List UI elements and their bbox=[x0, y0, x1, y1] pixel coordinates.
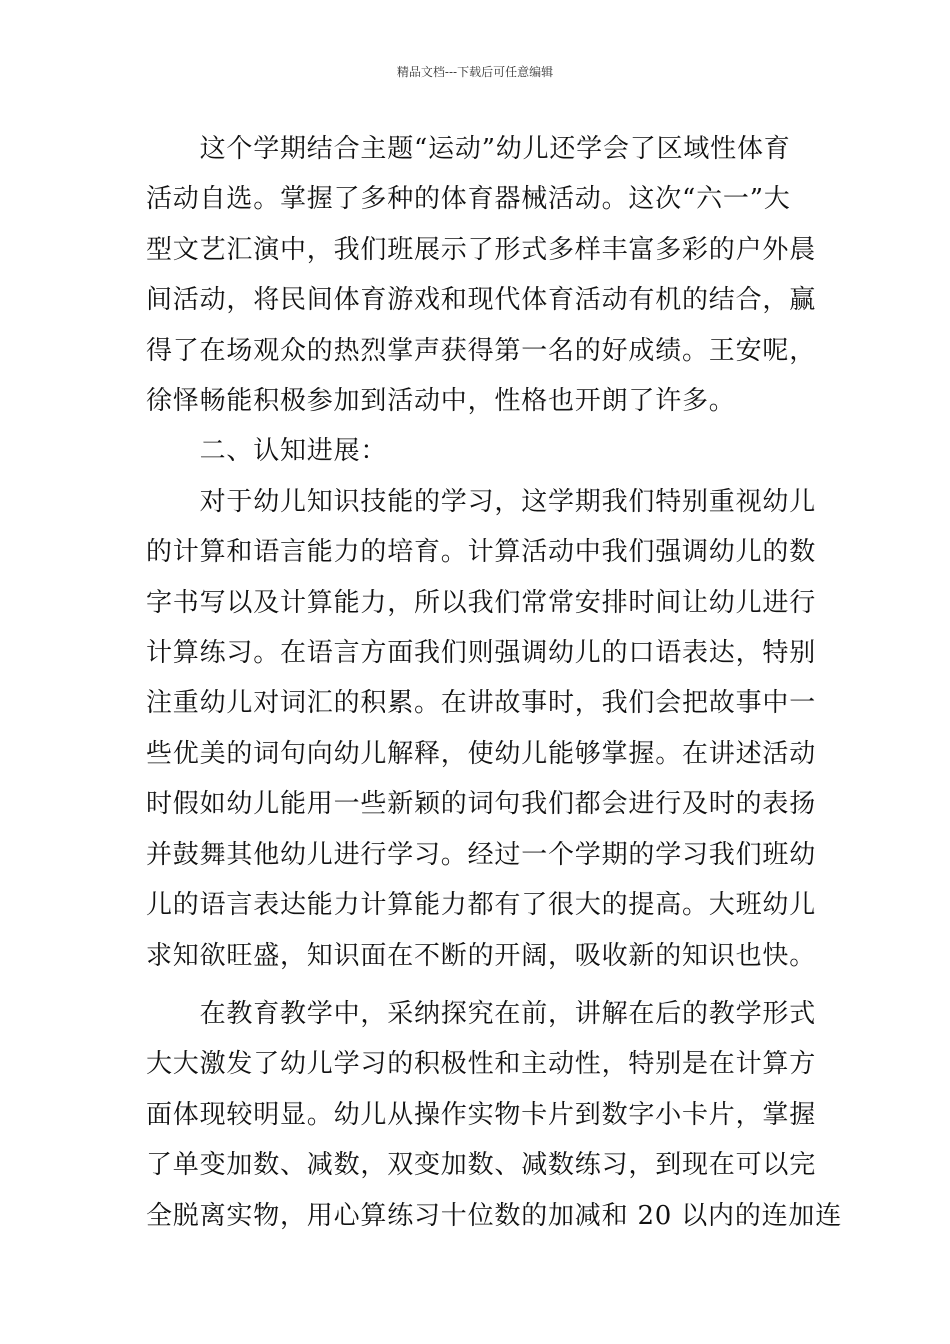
text-line: 全脱离实物，用心算练习十位数的加减和 20 以内的连加连 bbox=[146, 1200, 843, 1231]
page-header: 精品文档---下载后可任意编辑 bbox=[396, 65, 554, 79]
text-line: 时假如幼儿能用一些新颖的词句我们都会进行及时的表扬 bbox=[146, 789, 817, 820]
text-line: 型文艺汇演中，我们班展示了形式多样丰富多彩的户外晨 bbox=[146, 234, 817, 265]
paragraph-teaching-method bbox=[146, 989, 843, 1241]
section-heading-cognitive bbox=[146, 426, 808, 476]
text-line: 大大激发了幼儿学习的积极性和主动性，特别是在计算方 bbox=[146, 1049, 817, 1080]
text-line: 间活动，将民间体育游戏和现代体育活动有机的结合，赢 bbox=[146, 285, 817, 316]
text-line: 在教育教学中，采纳探究在前，讲解在后的教学形式 bbox=[146, 998, 817, 1029]
text-line: 字书写以及计算能力，所以我们常常安排时间让幼儿进行 bbox=[146, 587, 817, 618]
text-line: 了单变加数、减数，双变加数、减数练习，到现在可以完 bbox=[146, 1150, 817, 1181]
text-line: 儿的语言表达能力计算能力都有了很大的提高。大班幼儿 bbox=[146, 890, 817, 921]
text-line: 活动自选。掌握了多种的体育器械活动。这次“六一”大 bbox=[146, 184, 791, 215]
text-line: 并鼓舞其他幼儿进行学习。经过一个学期的学习我们班幼 bbox=[146, 839, 817, 870]
text-line: 对于幼儿知识技能的学习，这学期我们特别重视幼儿 bbox=[146, 486, 817, 517]
text-line: 面体现较明显。幼儿从操作实物卡片到数字小卡片，掌握 bbox=[146, 1099, 817, 1130]
text-line: 计算练习。在语言方面我们则强调幼儿的口语表达，特别 bbox=[146, 638, 817, 669]
text-line: 注重幼儿对词汇的积累。在讲故事时，我们会把故事中一 bbox=[146, 688, 817, 719]
text-line: 的计算和语言能力的培育。计算活动中我们强调幼儿的数 bbox=[146, 537, 817, 568]
paragraph-sports-activities bbox=[146, 124, 817, 426]
text-line: 徐怿畅能积极参加到活动中，性格也开朗了许多。 bbox=[146, 386, 736, 417]
text-line: 得了在场观众的热烈掌声获得第一名的好成绩。王安呢， bbox=[146, 335, 817, 366]
text-line: 些优美的词句向幼儿解释，使幼儿能够掌握。在讲述活动 bbox=[146, 738, 817, 769]
text-line: 求知欲旺盛，知识面在不断的开阔，吸收新的知识也快。 bbox=[146, 940, 817, 971]
paragraph-knowledge-skills bbox=[146, 477, 817, 981]
document-body bbox=[146, 124, 843, 1241]
text-line: 这个学期结合主题“运动”幼儿还学会了区域性体育 bbox=[146, 134, 791, 164]
heading-line: 二、认知进展： bbox=[146, 436, 388, 467]
